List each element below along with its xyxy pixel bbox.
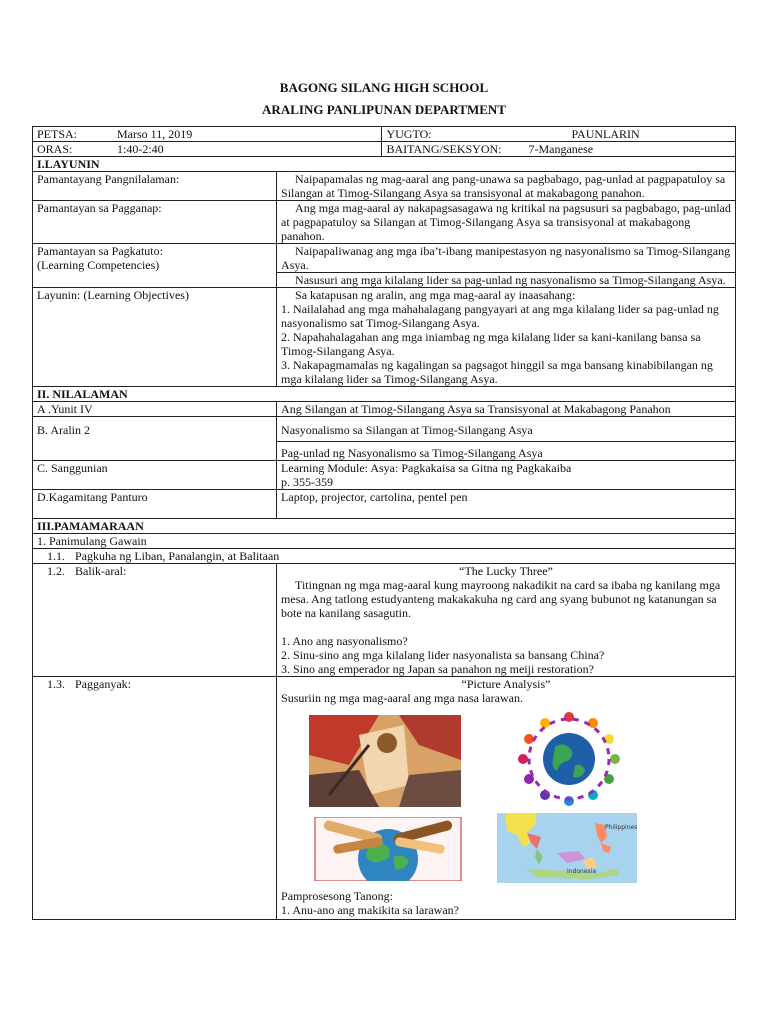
aralin-text-1: Nasyonalismo sa Silangan at Timog-Silangang Asya (277, 417, 736, 442)
pamamaraan-heading: III.PAMAMARAAN (33, 519, 736, 534)
objectives-cell (277, 288, 736, 387)
item-1-2-label-cell (33, 564, 277, 677)
kagamitan-label: D.Kagamitang Panturo (33, 490, 277, 519)
pagkatuto-label: Pamantayan sa Pagkatuto: (37, 244, 163, 258)
question-1: 1. Ano ang nasyonalismo? (281, 634, 408, 648)
sanggunian-label: C. Sanggunian (33, 461, 277, 490)
picture-grid (281, 709, 731, 879)
pagganap-label: Pamantayan sa Pagganap: (33, 201, 277, 244)
pagkatuto-text-2: Nasusuri ang mga kilalang lider sa pag-unlad ng nasyonalismo sa Timog-Silangang Asya. (277, 273, 736, 288)
petsa-label: PETSA: (37, 127, 78, 141)
pangnilalaman-label: Pamantayang Pangnilalaman: (33, 172, 277, 201)
yugto-label: YUGTO: (386, 127, 432, 141)
oras-value: 1:40-2:40 (117, 142, 164, 156)
question-3: 3. Sino ang emperador ng Japan sa panahon ng meiji restoration? (281, 662, 594, 676)
petsa-cell (33, 127, 382, 142)
lucky-three-text: Titingnan ng mga mag-aaral kung mayroong nakadikit na card sa ibaba ng kanilang mga mesa. Ang tatlong estudyanteng makakakuha ng card ang syang bubunot ng katanungan sa bote na kanilang sasagutin. (281, 578, 721, 620)
yunit-text: Ang Silangan at Timog-Silangang Asya sa Transisyonal at Makabagong Panahon (277, 402, 736, 417)
yunit-label: A .Yunit IV (33, 402, 277, 417)
pagkatuto-sublabel: (Learning Competencies) (37, 258, 160, 272)
pagkatuto-label-cell (33, 244, 277, 288)
question-2: 2. Sinu-sino ang mga kilalang lider nasyonalista sa bansang China? (281, 648, 605, 662)
item-1-1 (33, 549, 736, 564)
kagamitan-text: Laptop, projector, cartolina, pentel pen (277, 490, 736, 519)
aralin-text-2: Pag-unlad ng Nasyonalismo sa Timog-Silangang Asya (277, 442, 736, 461)
map-label-philippines: Philippines (605, 824, 638, 831)
oras-label: ORAS: (37, 142, 73, 156)
picture-analysis-title: “Picture Analysis” (461, 677, 551, 691)
item-1-2-number: 1.2. (47, 564, 65, 578)
aralin-label: B. Aralin 2 (33, 417, 277, 461)
petsa-value: Marso 11, 2019 (117, 127, 193, 141)
nilalaman-heading: II. NILALAMAN (33, 387, 736, 402)
pangnilalaman-text: Naipapamalas ng mag-aaral ang pang-unawa sa pagbabago, pag-unlad at pagpapatuloy sa Silangan at Timog-Silangang Asya sa transisyonal at makabagong panahon. (277, 172, 736, 201)
pamprosesong-tanong-1: 1. Anu-ano ang makikita sa larawan? (281, 903, 459, 917)
baitang-label: BAITANG/SEKSYON: (386, 142, 502, 156)
baitang-value: 7-Manganese (528, 142, 594, 156)
objective-2: 2. Napahahalagahan ang mga iniambag ng mga kilalang lider sa kani-kanilang bansa sa Timog-Silangang Asya. (281, 330, 701, 358)
people-around-globe-image (493, 709, 645, 809)
department-name: ARALING PANLIPUNAN DEPARTMENT (262, 102, 506, 117)
balik-aral-cell (277, 564, 736, 677)
item-1-3-label: Pagganyak: (75, 677, 131, 691)
pagganyak-cell (277, 677, 736, 920)
item-1-3-number: 1.3. (47, 677, 65, 691)
pagkatuto-text-1: Naipapaliwanag ang mga iba’t-ibang manipestasyon ng nasyonalismo sa Timog-Silangang Asya. (277, 244, 736, 273)
sanggunian-text-2: p. 355-359 (281, 475, 334, 489)
map-label-indonesia: Indonesia (567, 868, 597, 875)
school-name: BAGONG SILANG HIGH SCHOOL (279, 80, 489, 95)
southeast-asia-map-image (497, 813, 637, 883)
sanggunian-cell (277, 461, 736, 490)
objective-3: 3. Nakapagmamalas ng kagalingan sa pagsagot hinggil sa mga bansang kinabibilangan ng mga kilalang lider sa Timog-Silangang Asya. (281, 358, 713, 386)
lucky-three-title: “The Lucky Three” (459, 564, 553, 578)
baitang-cell (382, 142, 736, 157)
objectives-intro: Sa katapusan ng aralin, ang mga mag-aaral ay inaasahang: (295, 288, 576, 302)
lesson-plan-table (32, 126, 736, 920)
info-row-oras (33, 142, 736, 157)
oras-cell (33, 142, 382, 157)
objective-1: 1. Nailalahad ang mga mahahalagang pangyayari at ang mga kilalang lider sa pag-unlad ng nasyonalismo sat Timog-Silangang Asya. (281, 302, 719, 330)
yugto-cell (382, 127, 736, 142)
pamprosesong-tanong-heading: Pamprosesong Tanong: (281, 889, 393, 903)
item-1-2-label: Balik-aral: (75, 564, 127, 578)
layunin-heading: I.LAYUNIN (33, 157, 736, 172)
objectives-label: Layunin: (Learning Objectives) (33, 288, 277, 387)
pagganap-text: Ang mga mag-aaral ay nakapagsasagawa ng kritikal na pagsusuri sa pagbabago, pag-unlad at pagpapatuloy sa Silangan at Timog-Silangang Asya sa transisyonal at makabagong panahon. (277, 201, 736, 244)
item-1-1-number: 1.1. (47, 549, 65, 563)
panimulang-gawain: 1. Panimulang Gawain (33, 534, 736, 549)
picture-analysis-text: Susuriin ng mga mag-aaral ang mga nasa larawan. (281, 691, 523, 705)
yugto-value: PAUNLARIN (571, 127, 640, 141)
sanggunian-text-1: Learning Module: Asya: Pagkakaisa sa Gitna ng Pagkakaiba (281, 461, 572, 475)
hands-globe-image (313, 817, 463, 881)
item-1-1-text: Pagkuha ng Liban, Panalangin, at Balitaan (75, 549, 280, 563)
nationalism-painting-image (309, 715, 461, 807)
item-1-3-label-cell (33, 677, 277, 920)
info-row-petsa (33, 127, 736, 142)
